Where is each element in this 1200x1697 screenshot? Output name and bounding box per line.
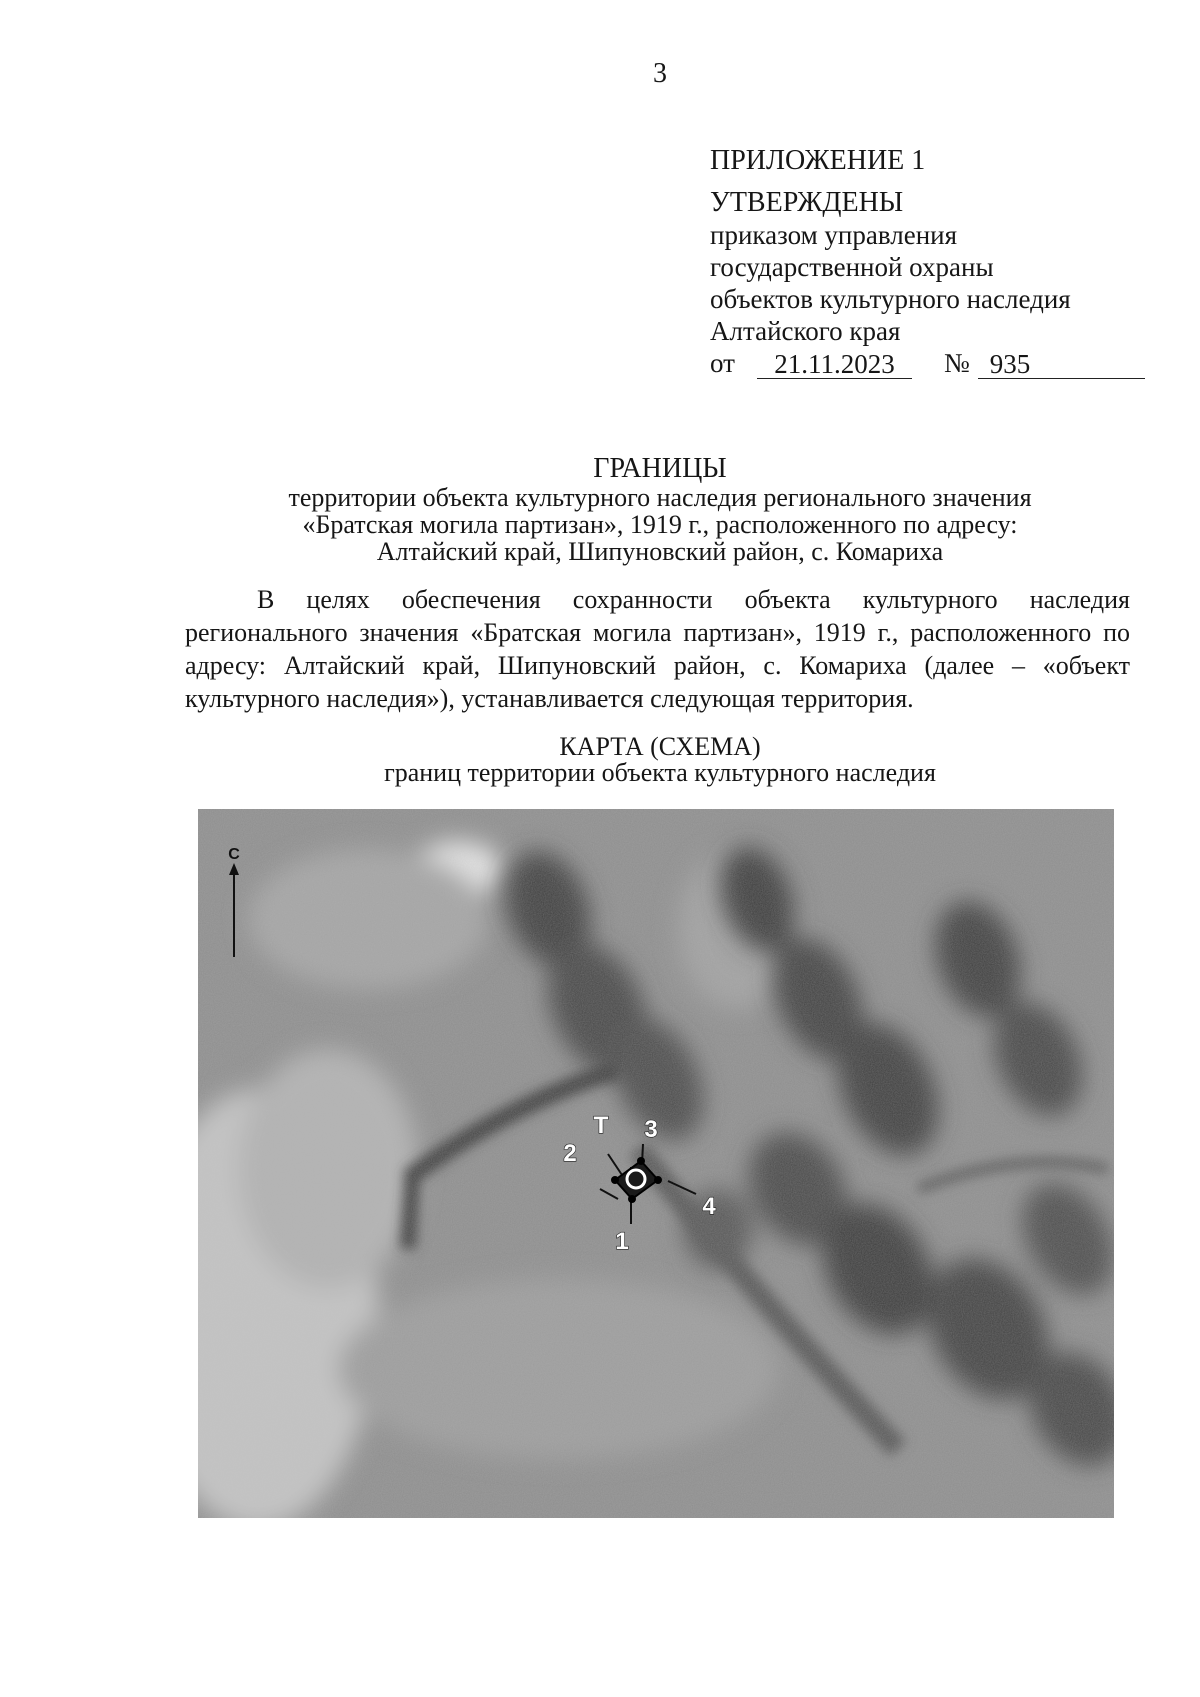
approval-line-4: Алтайского края bbox=[710, 316, 901, 346]
map-image bbox=[198, 809, 1114, 1518]
order-line bbox=[710, 347, 1145, 379]
point-label-3: 3 bbox=[644, 1116, 658, 1143]
from-label: от bbox=[710, 348, 735, 378]
approval-line-2: государственной охраны bbox=[710, 252, 994, 282]
point-label-4: 4 bbox=[702, 1193, 716, 1220]
appendix-block bbox=[710, 145, 1145, 379]
heading-line-1: территории объекта культурного наследия регионального значения bbox=[288, 483, 1032, 512]
approval-line-3: объектов культурного наследия bbox=[710, 284, 1071, 314]
map-heading bbox=[200, 734, 1120, 786]
order-date: 21.11.2023 bbox=[757, 348, 912, 379]
page-number: 3 bbox=[653, 58, 667, 89]
point-label-2: 2 bbox=[563, 1140, 577, 1167]
vertex-3 bbox=[637, 1157, 645, 1165]
vertex-4 bbox=[654, 1176, 662, 1184]
object-label: Т bbox=[593, 1112, 609, 1139]
map-title: КАРТА (СХЕМА) bbox=[559, 732, 761, 761]
document-heading bbox=[200, 455, 1120, 565]
photo-grain bbox=[198, 809, 1114, 1518]
approved-label: УТВЕРЖДЕНЫ bbox=[710, 187, 904, 218]
point-label-1: 1 bbox=[615, 1228, 629, 1255]
heading-title: ГРАНИЦЫ bbox=[593, 453, 727, 484]
north-label: С bbox=[228, 846, 240, 863]
body-paragraph: В целях обеспечения сохранности объекта культурного наследия регионального значения «Братская могила партизан», 1919 г., расположенного по адресу: Алтайский край, Шипуновский район, с. Комариха (далее – «объект культурного наследия»), устанавливается следующая территория. bbox=[185, 585, 1130, 713]
vertex-2 bbox=[611, 1176, 619, 1184]
order-number: 935 bbox=[978, 348, 1145, 379]
vertex-1 bbox=[628, 1195, 636, 1203]
approval-line-1: приказом управления bbox=[710, 220, 958, 250]
map-subtitle: границ территории объекта культурного наследия bbox=[384, 758, 936, 787]
map-canvas bbox=[198, 809, 1114, 1518]
number-label: № bbox=[943, 348, 970, 378]
heading-line-3: Алтайский край, Шипуновский район, с. Комариха bbox=[376, 537, 944, 566]
heading-line-2: «Братская могила партизан», 1919 г., расположенного по адресу: bbox=[302, 510, 1018, 539]
appendix-title: ПРИЛОЖЕНИЕ 1 bbox=[710, 145, 926, 176]
